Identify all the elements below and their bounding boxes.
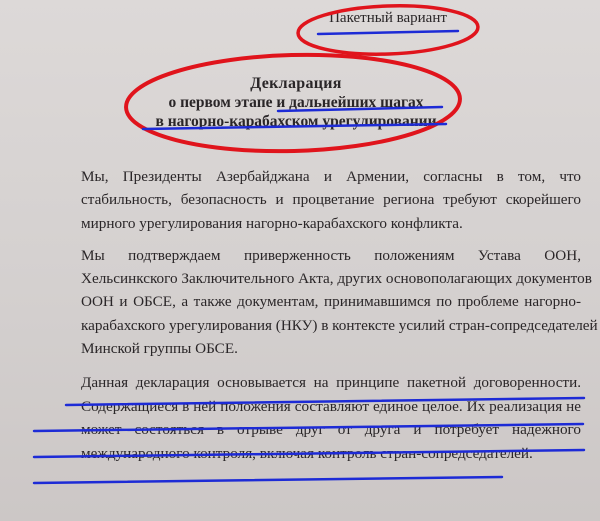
paragraph-3-line-3: может состояться в отрыве друг от друга и потребует надежного [81, 421, 581, 439]
paragraph-3-line-1: Данная декларация основывается на принципе пакетной договоренности. [81, 374, 581, 392]
paragraph-2-line-5: Минской группы ОБСЕ. [81, 340, 238, 358]
paragraph-1-line-3: мирного урегулирования нагорно-карабахского конфликта. [81, 214, 463, 232]
paragraph-1-line-2: стабильность, безопасность и процветание региона требуют скорейшего [81, 191, 581, 209]
header-underline [318, 31, 458, 34]
title-line-3: в нагорно-карабахском урегулировании [155, 113, 437, 130]
paragraph-3-line-4: международного контроля, включая контроль стран-сопредседателей. [81, 444, 533, 462]
document-title [140, 74, 452, 131]
paragraph-2-line-2: Хельсинкского Заключительного Акта, других основополагающих документов [81, 270, 592, 288]
title-line-2: о первом этапе и дальнейших шагах [168, 94, 424, 111]
paragraph-3-underline-4 [34, 477, 502, 483]
paragraph-2-line-4: карабахского урегулирования (НКУ) в контексте усилий стран-сопредседателей [81, 316, 598, 334]
paragraph-2 [33, 244, 598, 360]
paragraph-2-line-1: Мы подтверждаем приверженность положениям Устава ООН, [81, 246, 581, 264]
paragraph-3 [33, 371, 581, 465]
package-variant-label: Пакетный вариант [329, 10, 447, 26]
paragraph-2-line-3: ООН и ОБСЕ, а также документам, принимавшимся по проблеме нагорно- [81, 293, 581, 311]
document-body [33, 165, 598, 474]
title-line-1: Декларация [250, 75, 342, 92]
paragraph-1-line-1: Мы, Президенты Азербайджана и Армении, согласны в том, что [81, 168, 581, 185]
paragraph-1 [33, 165, 581, 235]
paragraph-3-line-2: Содержащиеся в ней положения составляют единое целое. Их реализация не [81, 397, 581, 415]
